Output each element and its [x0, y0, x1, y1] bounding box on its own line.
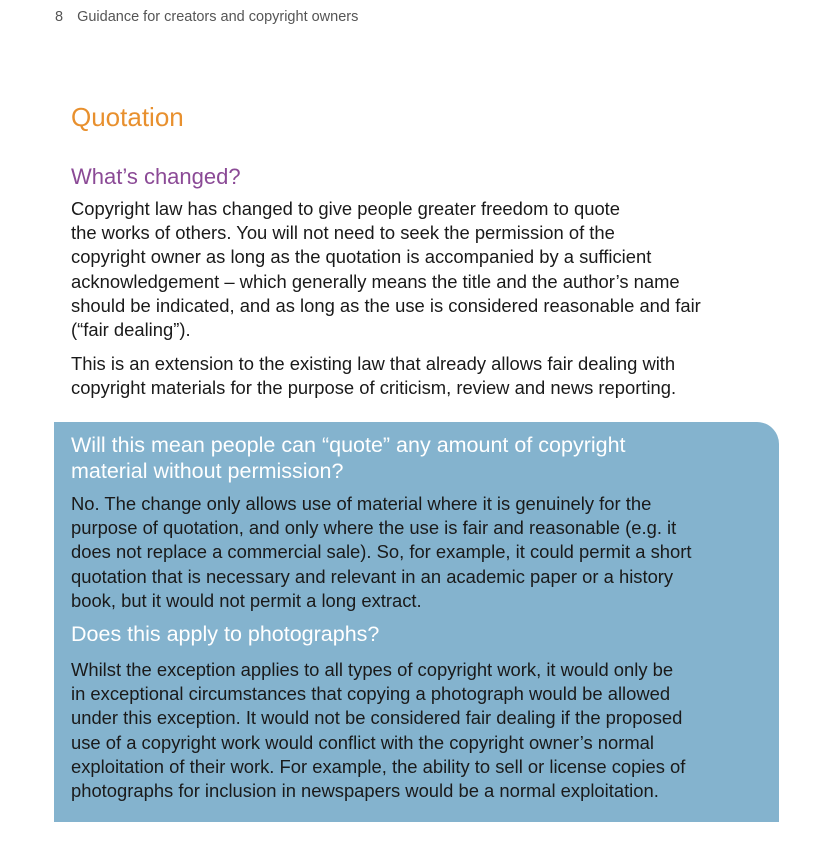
whats-changed-heading: What’s changed?: [71, 164, 241, 189]
text-line: exploitation of their work. For example, the ability to sell or license copies of: [71, 755, 686, 777]
text-line: book, but it would not permit a long extract.: [71, 589, 422, 611]
text-line: copyright materials for the purpose of criticism, review and news reporting.: [71, 377, 677, 399]
faq-question-quote-amount: [71, 432, 626, 484]
extension-paragraph: [71, 352, 676, 400]
faq-answer-photographs: [71, 658, 685, 803]
text-line: quotation that is necessary and relevant in an academic paper or a history: [71, 565, 674, 587]
text-line: under this exception. It would not be considered fair dealing if the proposed: [71, 707, 683, 729]
text-line: use of a copyright work would conflict with the copyright owner’s normal: [71, 731, 654, 753]
intro-paragraph: [71, 197, 701, 342]
text-line: Does this apply to photographs?: [71, 622, 380, 646]
page-number: 8: [55, 9, 64, 25]
text-line: Copyright law has changed to give people greater freedom to quote: [71, 198, 621, 219]
text-line: material without permission?: [71, 459, 344, 483]
text-line: No. The change only allows use of material where it is genuinely for the: [71, 493, 652, 514]
running-header: [55, 9, 358, 25]
text-line: copyright owner as long as the quotation is accompanied by a sufficient: [71, 246, 652, 268]
text-line: in exceptional circumstances that copying a photograph would be allowed: [71, 683, 671, 705]
text-line: the works of others. You will not need to seek the permission of the: [71, 222, 615, 244]
text-line: Will this mean people can “quote” any amount of copyright: [71, 433, 626, 457]
text-line: photographs for inclusion in newspapers would be a normal exploitation.: [71, 780, 659, 802]
running-header-title: Guidance for creators and copyright owners: [77, 9, 359, 25]
text-line: Whilst the exception applies to all types of copyright work, it would only be: [71, 659, 674, 680]
text-line: should be indicated, and as long as the use is considered reasonable and fair: [71, 294, 701, 316]
faq-callout-box: [54, 422, 779, 822]
text-line: does not replace a commercial sale). So, for example, it could permit a short: [71, 541, 692, 563]
text-line: This is an extension to the existing law that already allows fair dealing with: [71, 353, 676, 374]
section-title: Quotation: [71, 102, 184, 132]
text-line: purpose of quotation, and only where the use is fair and reasonable (e.g. it: [71, 517, 677, 539]
text-line: (“fair dealing”).: [71, 319, 191, 341]
faq-answer-quote-amount: [71, 492, 691, 613]
faq-question-photographs: [71, 621, 379, 647]
text-line: acknowledgement – which generally means the title and the author’s name: [71, 270, 680, 292]
